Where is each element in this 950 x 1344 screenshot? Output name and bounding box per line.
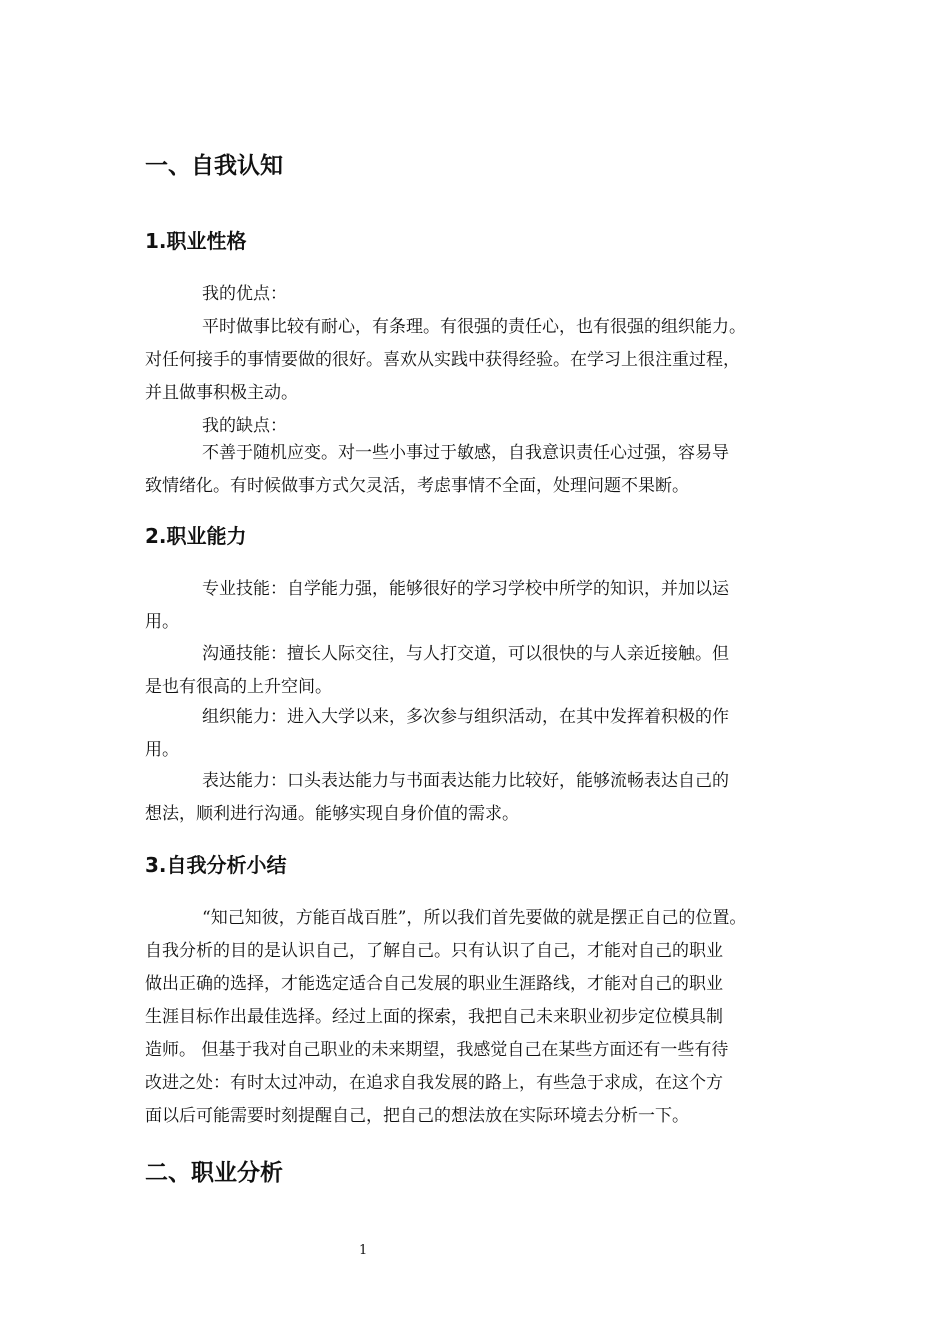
paragraph-line: 表达能力：口头表达能力与书面表达能力比较好，能够流畅表达自己的 xyxy=(202,771,729,791)
ability-expression xyxy=(145,765,810,831)
paragraph-line: 对任何接手的事情要做的很好。喜欢从实践中获得经验。在学习上很注重过程， xyxy=(145,350,740,370)
paragraph-line: 改进之处：有时太过冲动，在追求自我发展的路上，有些急于求成，在这个方 xyxy=(145,1073,723,1093)
paragraph-line: 用。 xyxy=(145,612,179,632)
paragraph-line: 用。 xyxy=(145,740,179,760)
section-heading-self-awareness: 一、自我认知 xyxy=(145,153,283,179)
paragraph-line: 并且做事积极主动。 xyxy=(145,383,298,403)
paragraph-line: 组织能力：进入大学以来，多次参与组织活动，在其中发挥着积极的作 xyxy=(202,707,729,727)
subheading-self-analysis-summary: 3.自我分析小结 xyxy=(145,853,287,877)
paragraph-line: 想法，顺利进行沟通。能够实现自身价值的需求。 xyxy=(145,804,519,824)
paragraph-line: 是也有很高的上升空间。 xyxy=(145,677,332,697)
paragraph-line: 我的优点： xyxy=(202,284,287,304)
paragraph-line: 不善于随机应变。对一些小事过于敏感，自我意识责任心过强，容易导 xyxy=(202,443,729,463)
paragraph-line: 造师。 但基于我对自己职业的未来期望，我感觉自己在某些方面还有一些有待 xyxy=(145,1040,729,1060)
subheading-career-personality: 1.职业性格 xyxy=(145,229,247,253)
section-heading-career-analysis: 二、职业分析 xyxy=(145,1160,283,1186)
paragraph-line: 自我分析的目的是认识自己，了解自己。只有认识了自己，才能对自己的职业 xyxy=(145,941,723,961)
paragraph-line: 专业技能：自学能力强，能够很好的学习学校中所学的知识，并加以运 xyxy=(202,579,729,599)
ability-communication xyxy=(145,638,810,704)
paragraph-line: 做出正确的选择，才能选定适合自己发展的职业生涯路线，才能对自己的职业 xyxy=(145,974,723,994)
paragraph-line: 致情绪化。有时候做事方式欠灵活，考虑事情不全面，处理问题不果断。 xyxy=(145,476,689,496)
paragraph-line: 生涯目标作出最佳选择。经过上面的探索，我把自己未来职业初步定位模具制 xyxy=(145,1007,723,1027)
ability-professional xyxy=(145,573,810,639)
summary-paragraph xyxy=(145,902,810,1133)
strengths-label xyxy=(145,278,810,311)
page-number: 1 xyxy=(359,1243,368,1258)
ability-organization xyxy=(145,701,810,767)
paragraph-line: 我的缺点： xyxy=(202,416,287,436)
paragraph-line: 平时做事比较有耐心，有条理。有很强的责任心，也有很强的组织能力。 xyxy=(202,317,746,337)
paragraph-line: “知己知彼，方能百战百胜”，所以我们首先要做的就是摆正自己的位置。 xyxy=(202,908,747,928)
strengths-paragraph xyxy=(145,311,810,410)
subheading-career-ability: 2.职业能力 xyxy=(145,524,247,548)
weaknesses-paragraph xyxy=(145,437,810,503)
paragraph-line: 沟通技能：擅长人际交往，与人打交道，可以很快的与人亲近接触。但 xyxy=(202,644,729,664)
paragraph-line: 面以后可能需要时刻提醒自己，把自己的想法放在实际环境去分析一下。 xyxy=(145,1106,689,1126)
